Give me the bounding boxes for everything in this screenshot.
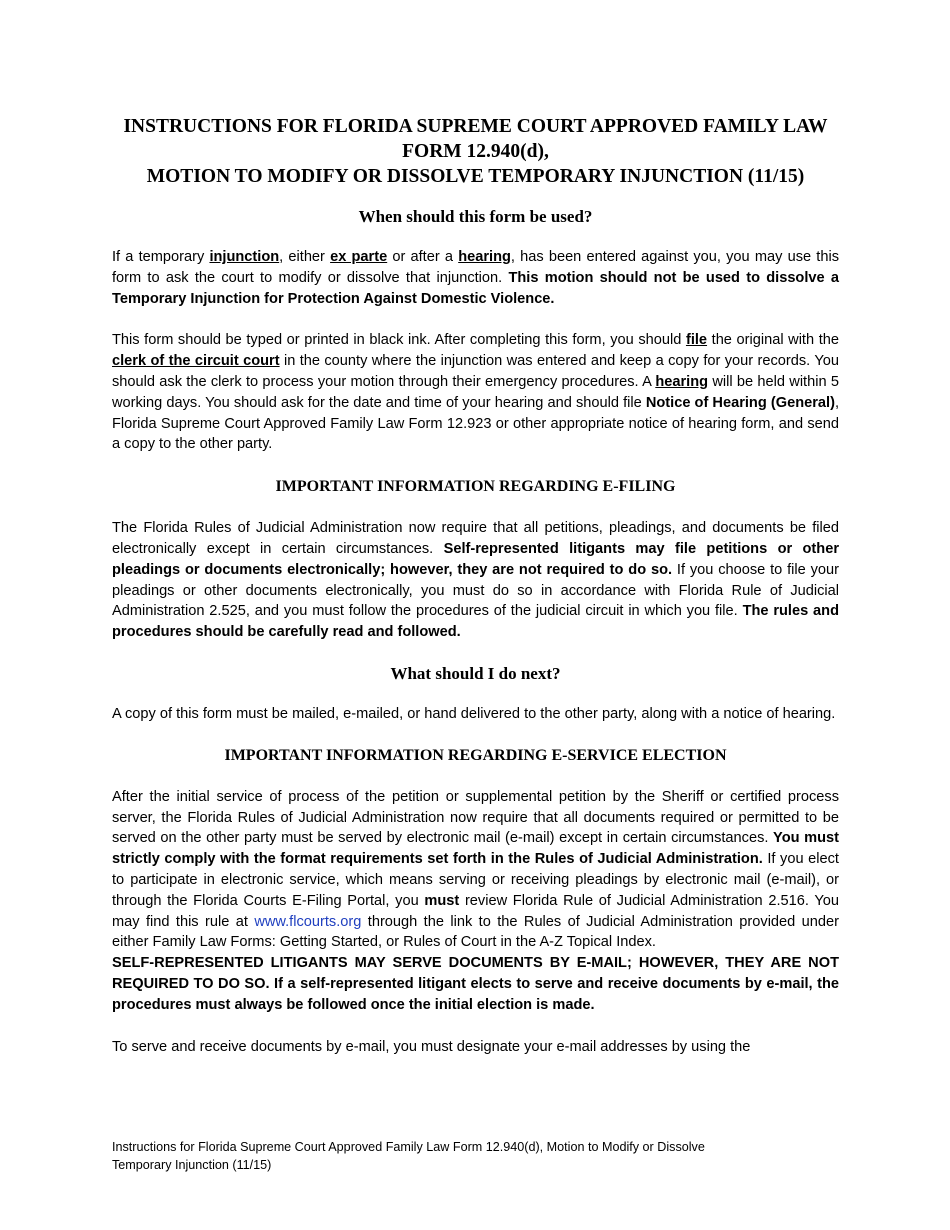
paragraph-e-filing: The Florida Rules of Judicial Administration now require that all petitions, pleadings, and documents be filed electronically except in certain circumstances. Self-represented litigants may file petitions or other pleadings or documents electronically; however, they are not required to do so. If you choose to file your pleadings or other documents electronically, you must do so in accordance with Florida Rule of Judicial Administration 2.525, and you must follow the procedures of the judicial circuit in which you file. The rules and procedures should be carefully read and followed. — [112, 520, 839, 641]
title-line-3: MOTION TO MODIFY OR DISSOLVE TEMPORARY INJUNCTION (11/15) — [146, 166, 805, 187]
paragraph-e-service-notice: SELF-REPRESENTED LITIGANTS MAY SERVE DOCUMENTS BY E-MAIL; HOWEVER, THEY ARE NOT REQUIRED TO DO SO. If a self-represented litigant elects to serve and receive documents by e-mail, the procedures must always be followed once the initial election is made. — [112, 955, 839, 1013]
page-footer — [112, 1138, 812, 1174]
term-hearing-2: hearing — [655, 373, 709, 390]
footer-line-2: Temporary Injunction (11/15) — [112, 1158, 272, 1172]
section-heading-when-used: When should this form be used? — [358, 207, 593, 226]
title-line-1: INSTRUCTIONS FOR FLORIDA SUPREME COURT APPROVED FAMILY LAW — [123, 116, 828, 137]
term-injunction: injunction — [209, 249, 280, 265]
flcourts-link[interactable]: www.flcourts.org — [254, 913, 362, 930]
paragraph-purpose: If a temporary injunction, either ex parte or after a hearing, has been entered against you, you may use this form to ask the court to modify or dissolve that injunction. This motion should not be used to dissolve a Temporary Injunction for Protection Against Domestic Violence. — [112, 249, 840, 307]
section-heading-next-steps: What should I do next? — [390, 663, 561, 683]
section-heading-e-filing: IMPORTANT INFORMATION REGARDING E-FILING — [275, 478, 676, 496]
term-clerk-of-circuit-court: clerk of the circuit court — [112, 353, 280, 370]
term-hearing: hearing — [458, 249, 511, 265]
footer-line-1: Instructions for Florida Supreme Court Approved Family Law Form 12.940(d), Motion to Modify or Dissolve — [112, 1140, 705, 1154]
term-file: file — [685, 332, 708, 349]
document-content — [112, 112, 839, 1057]
term-ex-parte: ex parte — [330, 249, 388, 265]
paragraph-next-steps: A copy of this form must be mailed, e-mailed, or hand delivered to the other party, along with a notice of hearing. — [112, 705, 836, 722]
paragraph-filing: This form should be typed or printed in black ink. After completing this form, you should file the original with the clerk of the circuit court in the county where the injunction was entered and keep a copy for your records. You should ask the clerk to process your motion through their emergency procedures. A hearing will be held within 5 working days. You should ask for the date and time of your hearing and should file Notice of Hearing (General), Florida Supreme Court Approved Family Law Form 12.923 or other appropriate notice of hearing form, and send a copy to the other party. — [112, 332, 840, 453]
paragraph-e-service: After the initial service of process of the petition or supplemental petition by the Sheriff or certified process server, the Florida Rules of Judicial Administration now require that all documents required or permitted to be served on the other party must be served by electronic mail (e-mail) except in certain circumstances. You must strictly comply with the format requirements set forth in the Rules of Judicial Administration. If you elect to participate in electronic service, which means serving or receiving pleadings by electronic mail (e-mail), or through the Florida Courts E-Filing Portal, you must review Florida Rule of Judicial Administration 2.516. You may find this rule at www.flcourts.org through the link to the Rules of Judicial Administration provided under either Family Law Forms: Getting Started, or Rules of Court in the A-Z Topical Index. — [112, 788, 840, 951]
title-line-2: FORM 12.940(d), — [402, 141, 549, 162]
paragraph-e-mail-designation: To serve and receive documents by e-mail, you must designate your e-mail addresses by using the — [112, 1038, 751, 1055]
document-title — [112, 114, 839, 189]
section-heading-e-service: IMPORTANT INFORMATION REGARDING E-SERVICE ELECTION — [224, 746, 727, 764]
